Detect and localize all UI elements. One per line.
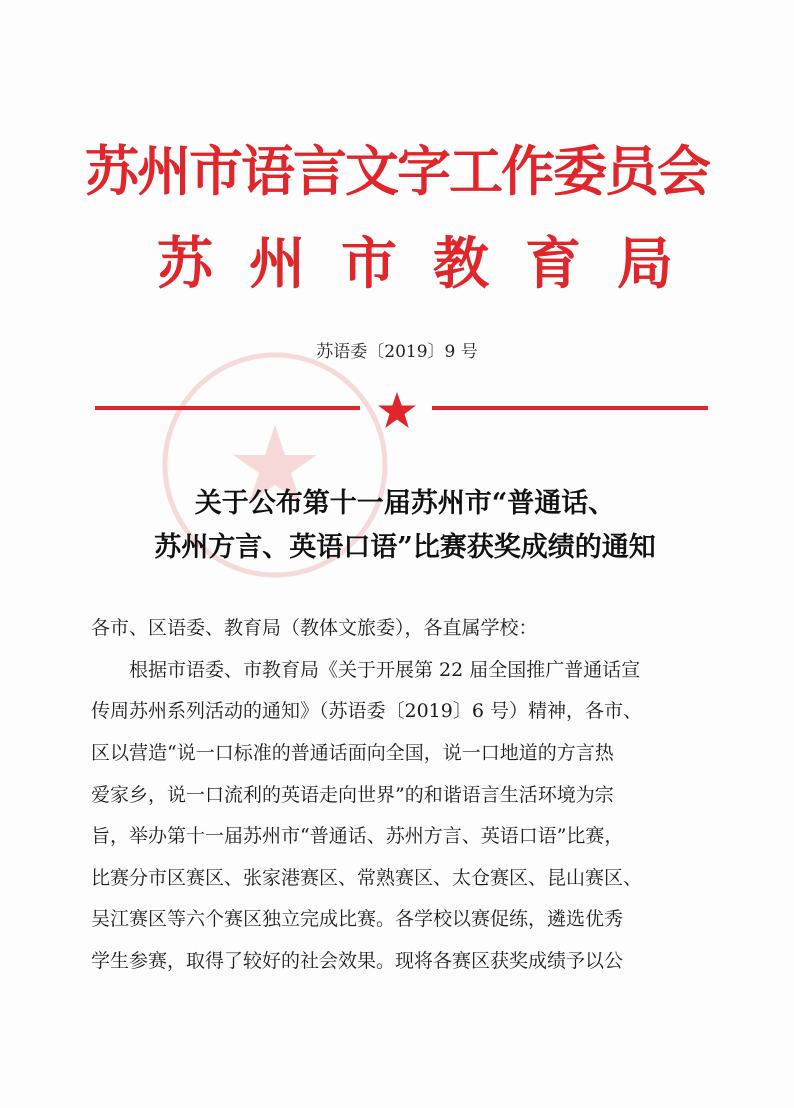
header-divider-left	[95, 406, 360, 410]
header-divider-right	[432, 406, 708, 410]
red-star-icon	[377, 390, 417, 430]
body-line: 传周苏州系列活动的通知》（苏语委〔2019〕6 号）精神，各市、	[91, 700, 642, 722]
notice-title-line-2: 苏州方言、英语口语”比赛获奖成绩的通知	[154, 532, 656, 563]
document-number: 苏语委〔2019〕9 号	[316, 342, 478, 362]
issuing-org-education-bureau: 苏州市教育局	[157, 231, 709, 297]
body-line: 旨，举办第十一届苏州市“普通话、苏州方言、英语口语”比赛，	[91, 825, 624, 847]
body-line: 学生参赛，取得了较好的社会效果。现将各赛区获奖成绩予以公	[91, 950, 624, 972]
body-line: 比赛分市区赛区、张家港赛区、常熟赛区、太仓赛区、昆山赛区、	[91, 867, 643, 889]
notice-title-line-1: 关于公布第十一届苏州市“普通话、	[194, 488, 616, 519]
salutation: 各市、区语委、教育局（教体文旅委），各直属学校：	[91, 617, 538, 639]
body-line: 区以营造“说一口标准的普通话面向全国，说一口地道的方言热	[91, 742, 614, 764]
body-line: 吴江赛区等六个赛区独立完成比赛。各学校以赛促练，遴选优秀	[91, 908, 624, 930]
body-line: 根据市语委、市教育局《关于开展第 22 届全国推广普通话宣	[91, 659, 641, 681]
body-line: 爱家乡，说一口流利的英语走向世界”的和谐语言生活环境为宗	[91, 784, 614, 806]
issuing-org-language-committee: 苏州市语言文字工作委员会	[85, 139, 709, 203]
